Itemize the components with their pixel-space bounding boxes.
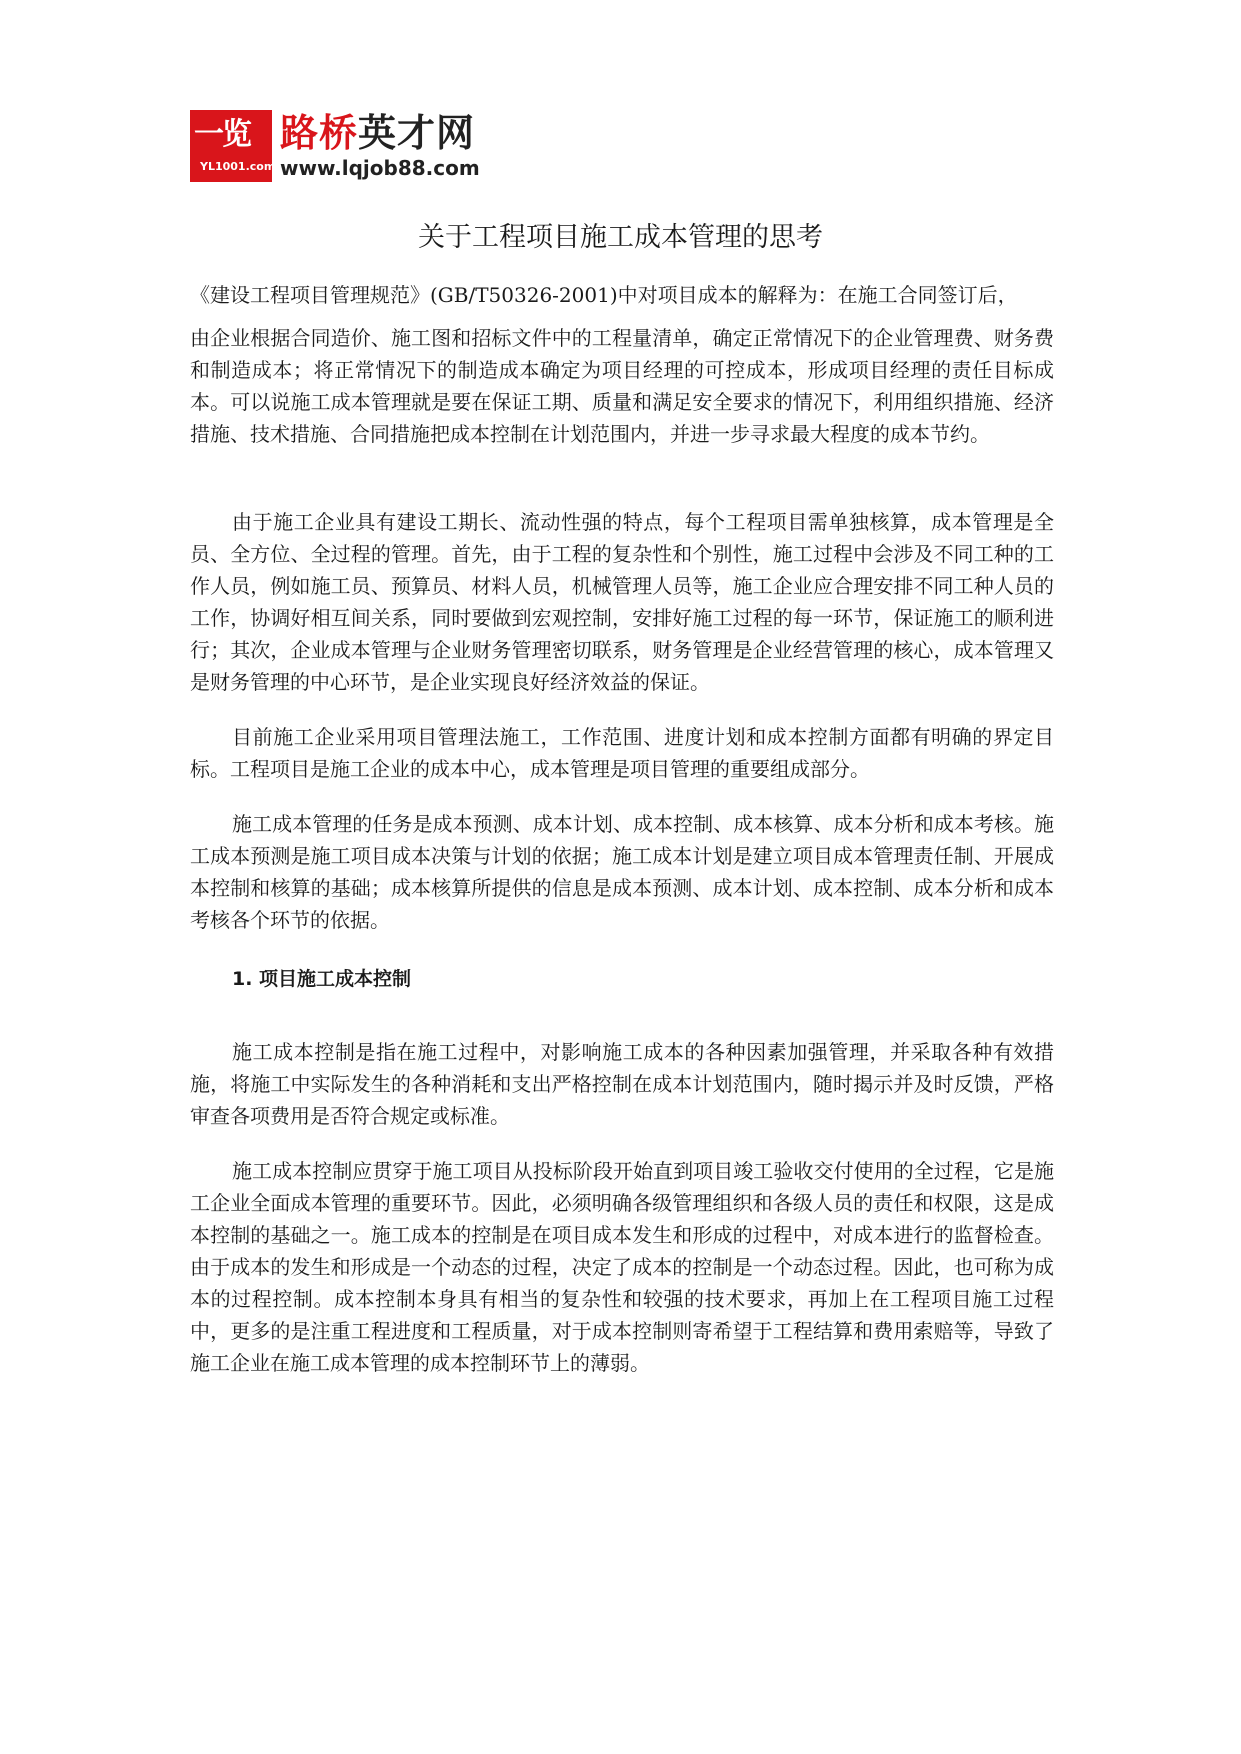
document-title: 关于工程项目施工成本管理的思考: [418, 222, 823, 253]
logo-url: www.lqjob88.com: [280, 156, 480, 180]
logo-mark: [190, 110, 276, 182]
paragraph-tasks: 施工成本管理的任务是成本预测、成本计划、成本控制、成本核算、成本分析和成本考核。施工成本预测是施工项目成本决策与计划的依据；施工成本计划是建立项目成本管理责任制、开展成本控制和核算的基础；成本核算所提供的信息是成本预测、成本计划、成本控制、成本分析和成本考核各个环节的依据。: [190, 812, 1054, 932]
logo-name-red: 路桥: [280, 111, 359, 155]
section-heading: 1. 项目施工成本控制: [232, 968, 412, 990]
paragraph-definition: 由企业根据合同造价、施工图和招标文件中的工程量清单，确定正常情况下的企业管理费、财务费和制造成本；将正常情况下的制造成本确定为项目经理的可控成本，形成项目经理的责任目标成本。可以说施工成本管理就是要在保证工期、质量和满足安全要求的情况下，利用组织措施、经济措施、技术措施、合同措施把成本控制在计划范围内，并进一步寻求最大程度的成本节约。: [190, 326, 1054, 446]
logo-name: [280, 112, 480, 154]
logo-mark-subtext: YL1001.com: [200, 160, 276, 173]
paragraph-characteristics: 由于施工企业具有建设工期长、流动性强的特点，每个工程项目需单独核算，成本管理是全员、全方位、全过程的管理。首先，由于工程的复杂性和个别性，施工过程中会涉及不同工种的工作人员，例如施工员、预算员、材料人员，机械管理人员等，施工企业应合理安排不同工种人员的工作，协调好相互间关系，同时要做到宏观控制，安排好施工过程的每一环节，保证施工的顺利进行；其次，企业成本管理与企业财务管理密切联系，财务管理是企业经营管理的核心，成本管理又是财务管理的中心环节，是企业实现良好经济效益的保证。: [190, 510, 1054, 694]
site-logo: [190, 110, 480, 182]
paragraph-intro: 《建设工程项目管理规范》(GB/T50326-2001)中对项目成本的解释为：在施工合同签订后，: [190, 283, 1018, 307]
paragraph-cost-control: 施工成本控制是指在施工过程中，对影响施工成本的各种因素加强管理，并采取各种有效措施，将施工中实际发生的各种消耗和支出严格控制在成本计划范围内，随时揭示并及时反馈，严格审查各项费用是否符合规定或标准。: [190, 1040, 1054, 1128]
logo-text: [280, 112, 480, 180]
logo-name-dark: 英才网: [358, 111, 476, 155]
paragraph-cost-control-process: 施工成本控制应贯穿于施工项目从投标阶段开始直到项目竣工验收交付使用的全过程，它是施工企业全面成本管理的重要环节。因此，必须明确各级管理组织和各级人员的责任和权限，这是成本控制的基础之一。施工成本的控制是在项目成本发生和形成的过程中，对成本进行的监督检查。由于成本的发生和形成是一个动态的过程，决定了成本的控制是一个动态过程。因此，也可称为成本的过程控制。成本控制本身具有相当的复杂性和较强的技术要求，再加上在工程项目施工过程中，更多的是注重工程进度和工程质量，对于成本控制则寄希望于工程结算和费用索赔等，导致了施工企业在施工成本管理的成本控制环节上的薄弱。: [190, 1159, 1054, 1375]
paragraph-project-management: 目前施工企业采用项目管理法施工，工作范围、进度计划和成本控制方面都有明确的界定目标。工程项目是施工企业的成本中心，成本管理是项目管理的重要组成部分。: [190, 725, 1054, 781]
logo-mark-text: 一览: [194, 117, 250, 152]
